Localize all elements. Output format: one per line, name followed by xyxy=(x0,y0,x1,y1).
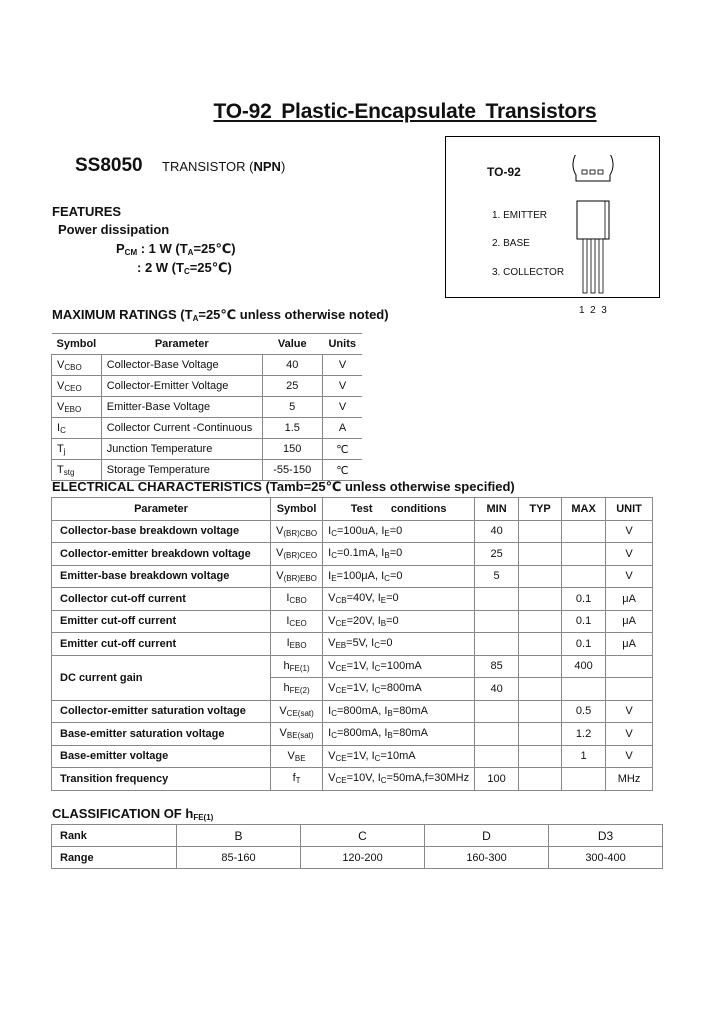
unit-cell: V xyxy=(606,745,653,768)
part-type-polarity: NPN xyxy=(253,159,281,174)
max-cell xyxy=(562,520,606,543)
unit-cell: μA xyxy=(606,633,653,656)
table-row xyxy=(52,723,653,746)
typ-cell xyxy=(519,565,562,588)
part-number: SS8050 xyxy=(75,155,143,176)
table-row xyxy=(52,745,653,768)
unit-cell xyxy=(606,655,653,678)
classification-heading: CLASSIFICATION OF $h_{FE(1)}$ xyxy=(52,806,214,822)
min-cell xyxy=(475,745,519,768)
parameter-cell: Collector-base breakdown voltage xyxy=(52,520,271,543)
condition-cell: $V_{CE}=1V$, $I_C=10mA$ xyxy=(323,745,475,768)
typ-cell xyxy=(519,678,562,701)
table-row: $V_{CBO}$ Collector-Base Voltage 40 V xyxy=(52,355,363,376)
rank-row: Rank B C D D3 xyxy=(52,825,663,847)
typ-cell xyxy=(519,633,562,656)
table-row: $T_j$ Junction Temperature 150 ℃ xyxy=(52,439,363,460)
power-line-1: $P_{CM}$ : 1 W $(T_A=25℃)$ xyxy=(116,241,236,257)
unit-cell: V xyxy=(606,700,653,723)
min-cell: 25 xyxy=(475,543,519,566)
parameter-cell: Collector cut-off current xyxy=(52,588,271,611)
parameter-cell: Base-emitter voltage xyxy=(52,745,271,768)
parameter-cell: Emitter cut-off current xyxy=(52,610,271,633)
table-row xyxy=(52,768,653,791)
min-cell xyxy=(475,723,519,746)
symbol-cell: $V_{(BR)CBO}$ xyxy=(271,520,323,543)
condition-cell: $V_{CE}=20V$, $I_B=0$ xyxy=(323,610,475,633)
symbol-cell: $I_{CBO}$ xyxy=(271,588,323,611)
symbol-cell: $I_{CEO}$ xyxy=(271,610,323,633)
condition-cell: $V_{CE}=10V$, $I_C=50mA,f=30MHz$ xyxy=(323,768,475,791)
max-cell: 1.2 xyxy=(562,723,606,746)
unit-cell xyxy=(606,678,653,701)
condition-cell: $I_C=0.1mA$, $I_B=0$ xyxy=(323,543,475,566)
typ-cell xyxy=(519,745,562,768)
symbol-cell: $f_T$ xyxy=(271,768,323,791)
max-cell xyxy=(562,768,606,791)
parameter-cell: Emitter-base breakdown voltage xyxy=(52,565,271,588)
table-row: $V_{CEO}$ Collector-Emitter Voltage 25 V xyxy=(52,376,363,397)
symbol-cell: $V_{BE(sat)}$ xyxy=(271,723,323,746)
table-row: $I_C$ Collector Current -Continuous 1.5 A xyxy=(52,418,363,439)
table-row xyxy=(52,588,653,611)
symbol-cell: $V_{(BR)CEO}$ xyxy=(271,543,323,566)
table-row: $T_{stg}$ Storage Temperature -55-150 ℃ xyxy=(52,460,363,481)
unit-cell: V xyxy=(606,565,653,588)
part-type-prefix: TRANSISTOR ( xyxy=(162,159,254,174)
symbol-cell: $V_{CE(sat)}$ xyxy=(271,700,323,723)
classification-table xyxy=(51,824,663,869)
condition-cell: $I_C=100uA$, $I_E=0$ xyxy=(323,520,475,543)
condition-cell: $I_E=100\mu A$, $I_C=0$ xyxy=(323,565,475,588)
table-row xyxy=(52,700,653,723)
typ-cell xyxy=(519,723,562,746)
parameter-cell: Collector-emitter saturation voltage xyxy=(52,700,271,723)
typ-cell xyxy=(519,610,562,633)
typ-cell xyxy=(519,655,562,678)
typ-cell xyxy=(519,588,562,611)
min-cell: 85 xyxy=(475,655,519,678)
pin-1-label: 1. EMITTER xyxy=(492,210,548,221)
max-cell: 0.1 xyxy=(562,633,606,656)
table-header-row: Parameter Symbol Test conditions MIN TYP MAX UNIT xyxy=(52,498,653,521)
table-row xyxy=(52,520,653,543)
electrical-table xyxy=(51,497,653,791)
table-row xyxy=(52,610,653,633)
parameter-cell: Emitter cut-off current xyxy=(52,633,271,656)
max-cell: 0.1 xyxy=(562,588,606,611)
typ-cell xyxy=(519,520,562,543)
symbol-cell: $I_{EBO}$ xyxy=(271,633,323,656)
max-ratings-heading: MAXIMUM RATINGS ($T_A=25℃$ unless otherwise noted) xyxy=(52,307,389,323)
unit-cell: μA xyxy=(606,588,653,611)
unit-cell: V xyxy=(606,520,653,543)
table-row xyxy=(52,633,653,656)
symbol-cell: $V_{BE}$ xyxy=(271,745,323,768)
max-cell xyxy=(562,565,606,588)
table-row xyxy=(52,565,653,588)
to92-package-icon xyxy=(570,155,620,297)
package-box xyxy=(445,136,660,316)
condition-cell: $V_{EB}=5V$, $I_C=0$ xyxy=(323,633,475,656)
max-cell xyxy=(562,678,606,701)
unit-cell: V xyxy=(606,723,653,746)
table-row xyxy=(52,543,653,566)
table-header-row: Symbol Parameter Value Units xyxy=(52,334,363,355)
max-cell xyxy=(562,543,606,566)
part-type xyxy=(162,159,285,174)
max-cell: 1 xyxy=(562,745,606,768)
symbol-cell: $h_{FE(1)}$ xyxy=(271,655,323,678)
typ-cell xyxy=(519,543,562,566)
condition-cell: $V_{CE}=1V$, $I_C=100mA$ xyxy=(323,655,475,678)
pin-3-label: 3. COLLECTOR xyxy=(492,267,565,278)
min-cell xyxy=(475,633,519,656)
parameter-cell: Base-emitter saturation voltage xyxy=(52,723,271,746)
power-line-2: : 2 W $(T_C=25℃)$ xyxy=(137,260,232,276)
electrical-heading: ELECTRICAL CHARACTERISTICS (Tamb=25℃ unless otherwise specified) xyxy=(52,479,515,494)
min-cell: 40 xyxy=(475,678,519,701)
min-cell xyxy=(475,610,519,633)
max-cell: 400 xyxy=(562,655,606,678)
unit-cell: μA xyxy=(606,610,653,633)
parameter-cell: DC current gain xyxy=(52,655,271,700)
parameter-cell: Collector-emitter breakdown voltage xyxy=(52,543,271,566)
unit-cell: V xyxy=(606,543,653,566)
features-heading: FEATURES xyxy=(52,204,122,219)
min-cell xyxy=(475,700,519,723)
page-title: TO-92 Plastic-Encapsulate Transistors xyxy=(213,100,597,123)
package-name: TO-92 xyxy=(487,165,521,179)
part-type-suffix: ) xyxy=(280,159,286,174)
condition-cell: $V_{CE}=1V$, $I_C=800mA$ xyxy=(323,678,475,701)
typ-cell xyxy=(519,700,562,723)
table-row: $V_{EBO}$ Emitter-Base Voltage 5 V xyxy=(52,397,363,418)
unit-cell: MHz xyxy=(606,768,653,791)
min-cell: 5 xyxy=(475,565,519,588)
max-cell: 0.1 xyxy=(562,610,606,633)
condition-cell: $V_{CB}=40V$, $I_E=0$ xyxy=(323,588,475,611)
min-cell: 100 xyxy=(475,768,519,791)
max-ratings-table xyxy=(51,333,362,481)
power-dissipation-label: Power dissipation xyxy=(58,222,170,237)
pin-numbers: 1 2 3 xyxy=(579,305,607,316)
condition-cell: $I_C=800mA$, $I_B=80mA$ xyxy=(323,700,475,723)
parameter-cell: Transition frequency xyxy=(52,768,271,791)
table-row xyxy=(52,655,653,678)
min-cell xyxy=(475,588,519,611)
symbol-cell: $h_{FE(2)}$ xyxy=(271,678,323,701)
condition-cell: $I_C=800mA$, $I_B=80mA$ xyxy=(323,723,475,746)
symbol-cell: $V_{(BR)EBO}$ xyxy=(271,565,323,588)
min-cell: 40 xyxy=(475,520,519,543)
typ-cell xyxy=(519,768,562,791)
pin-2-label: 2. BASE xyxy=(492,238,530,249)
max-cell: 0.5 xyxy=(562,700,606,723)
range-row: Range 85-160 120-200 160-300 300-400 xyxy=(52,847,663,869)
